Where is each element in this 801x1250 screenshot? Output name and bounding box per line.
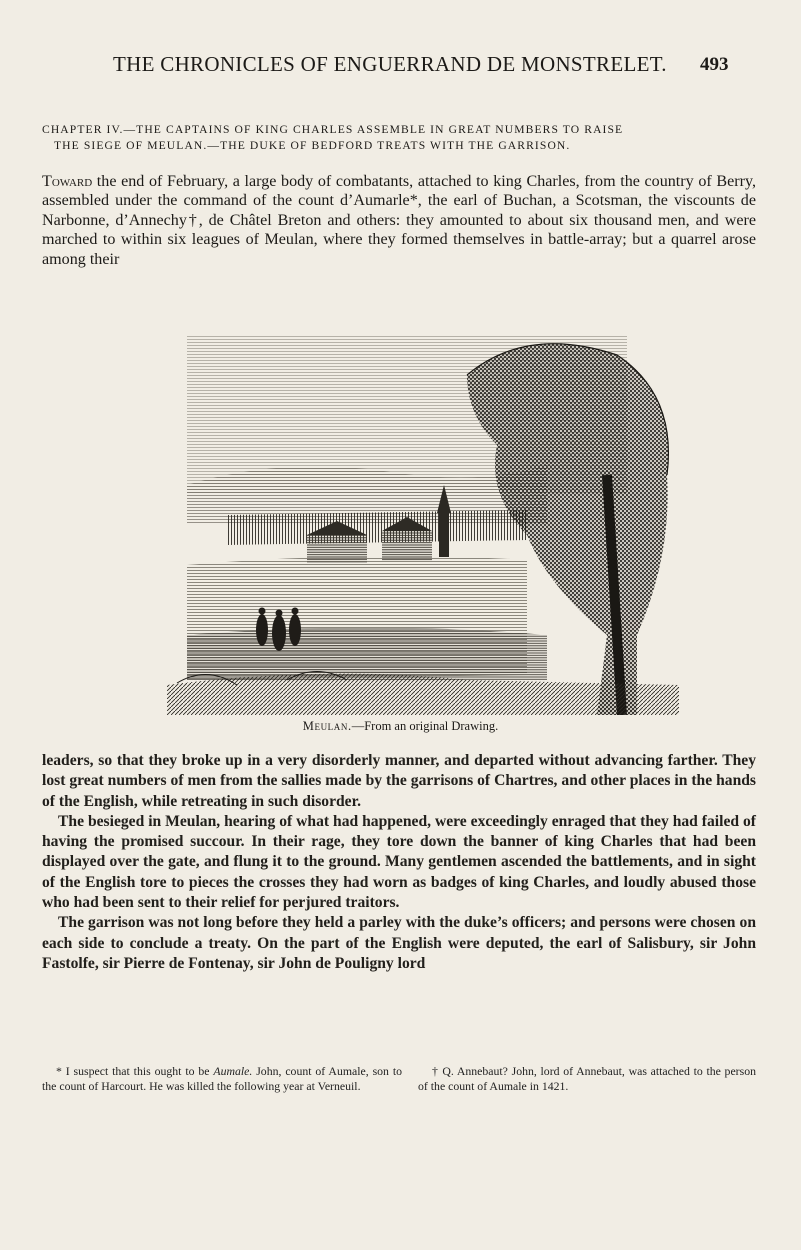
footnote-left-b: John, count of Aumale, son to the count of Harcourt. He was killed the following year at Verneuil. bbox=[42, 1064, 402, 1094]
chapter-heading-line-2: THE SIEGE OF MEULAN.—THE DUKE OF BEDFORD TREATS WITH THE GARRISON. bbox=[54, 139, 571, 152]
body-paragraph-3: The garrison was not long before they held a parley with the duke’s officers; and persons were chosen on each side to conclude a treaty. On the part of the English were deputed, the earl of Salisbury, sir John Fastolfe, sir Pierre de Fontenay, sir John de Pouligny lord bbox=[42, 914, 756, 972]
chapter-heading bbox=[42, 122, 756, 154]
caption-place: Meulan. bbox=[302, 719, 352, 733]
footnote-left-a: * I suspect that this ought to be bbox=[56, 1064, 214, 1078]
engraving-illustration bbox=[167, 335, 679, 715]
opening-text: the end of February, a large body of combatants, attached to king Charles, from the country of Berry, assembled under the command of the count d’Aumarle*, the earl of Buchan, a Scotsman, the viscounts de Narbonne, d’Annechy†, de Châtel Breton and others: they amounted to about six thousand men, and were marched to within six leagues of Meulan, where they formed themselves in battle-array; but a quarrel arose among their bbox=[42, 173, 756, 268]
opening-drop-word: Toward bbox=[42, 173, 93, 190]
opening-paragraph bbox=[42, 172, 756, 269]
body-text bbox=[42, 751, 756, 974]
footnote-right bbox=[418, 1064, 756, 1095]
footnote-left-em: Aumale. bbox=[213, 1064, 253, 1078]
footnote-left bbox=[42, 1064, 402, 1095]
footnote-right-text: † Q. Annebaut? John, lord of Annebaut, was attached to the person of the count of Aumale in 1421. bbox=[418, 1064, 756, 1094]
body-paragraph-1: leaders, so that they broke up in a very disorderly manner, and departed without advancing farther. They lost great numbers of men from the sallies made by the garrisons of Chartres, and other places in the hands of the English, while retreating in such disorder. bbox=[42, 752, 756, 810]
chapter-heading-line-1: CHAPTER IV.—THE CAPTAINS OF KING CHARLES ASSEMBLE IN GREAT NUMBERS TO RAISE bbox=[42, 123, 624, 136]
running-title: THE CHRONICLES OF ENGUERRAND DE MONSTRELET. bbox=[113, 52, 667, 76]
figure-caption bbox=[0, 719, 801, 734]
page-number: 493 bbox=[700, 54, 729, 75]
body-paragraph-2: The besieged in Meulan, hearing of what had happened, were exceedingly enraged that they had failed of having the promised succour. In their rage, they tore down the banner of king Charles that had been displayed over the gate, and flung it to the ground. Many gentlemen ascended the battlements, and in sight of the English tore to pieces the crosses they had worn as badges of king Charles, and loudly abused those who had been sent to their relief for perjured traitors. bbox=[42, 812, 756, 912]
caption-rest: —From an original Drawing. bbox=[351, 719, 499, 733]
running-head bbox=[0, 52, 801, 86]
